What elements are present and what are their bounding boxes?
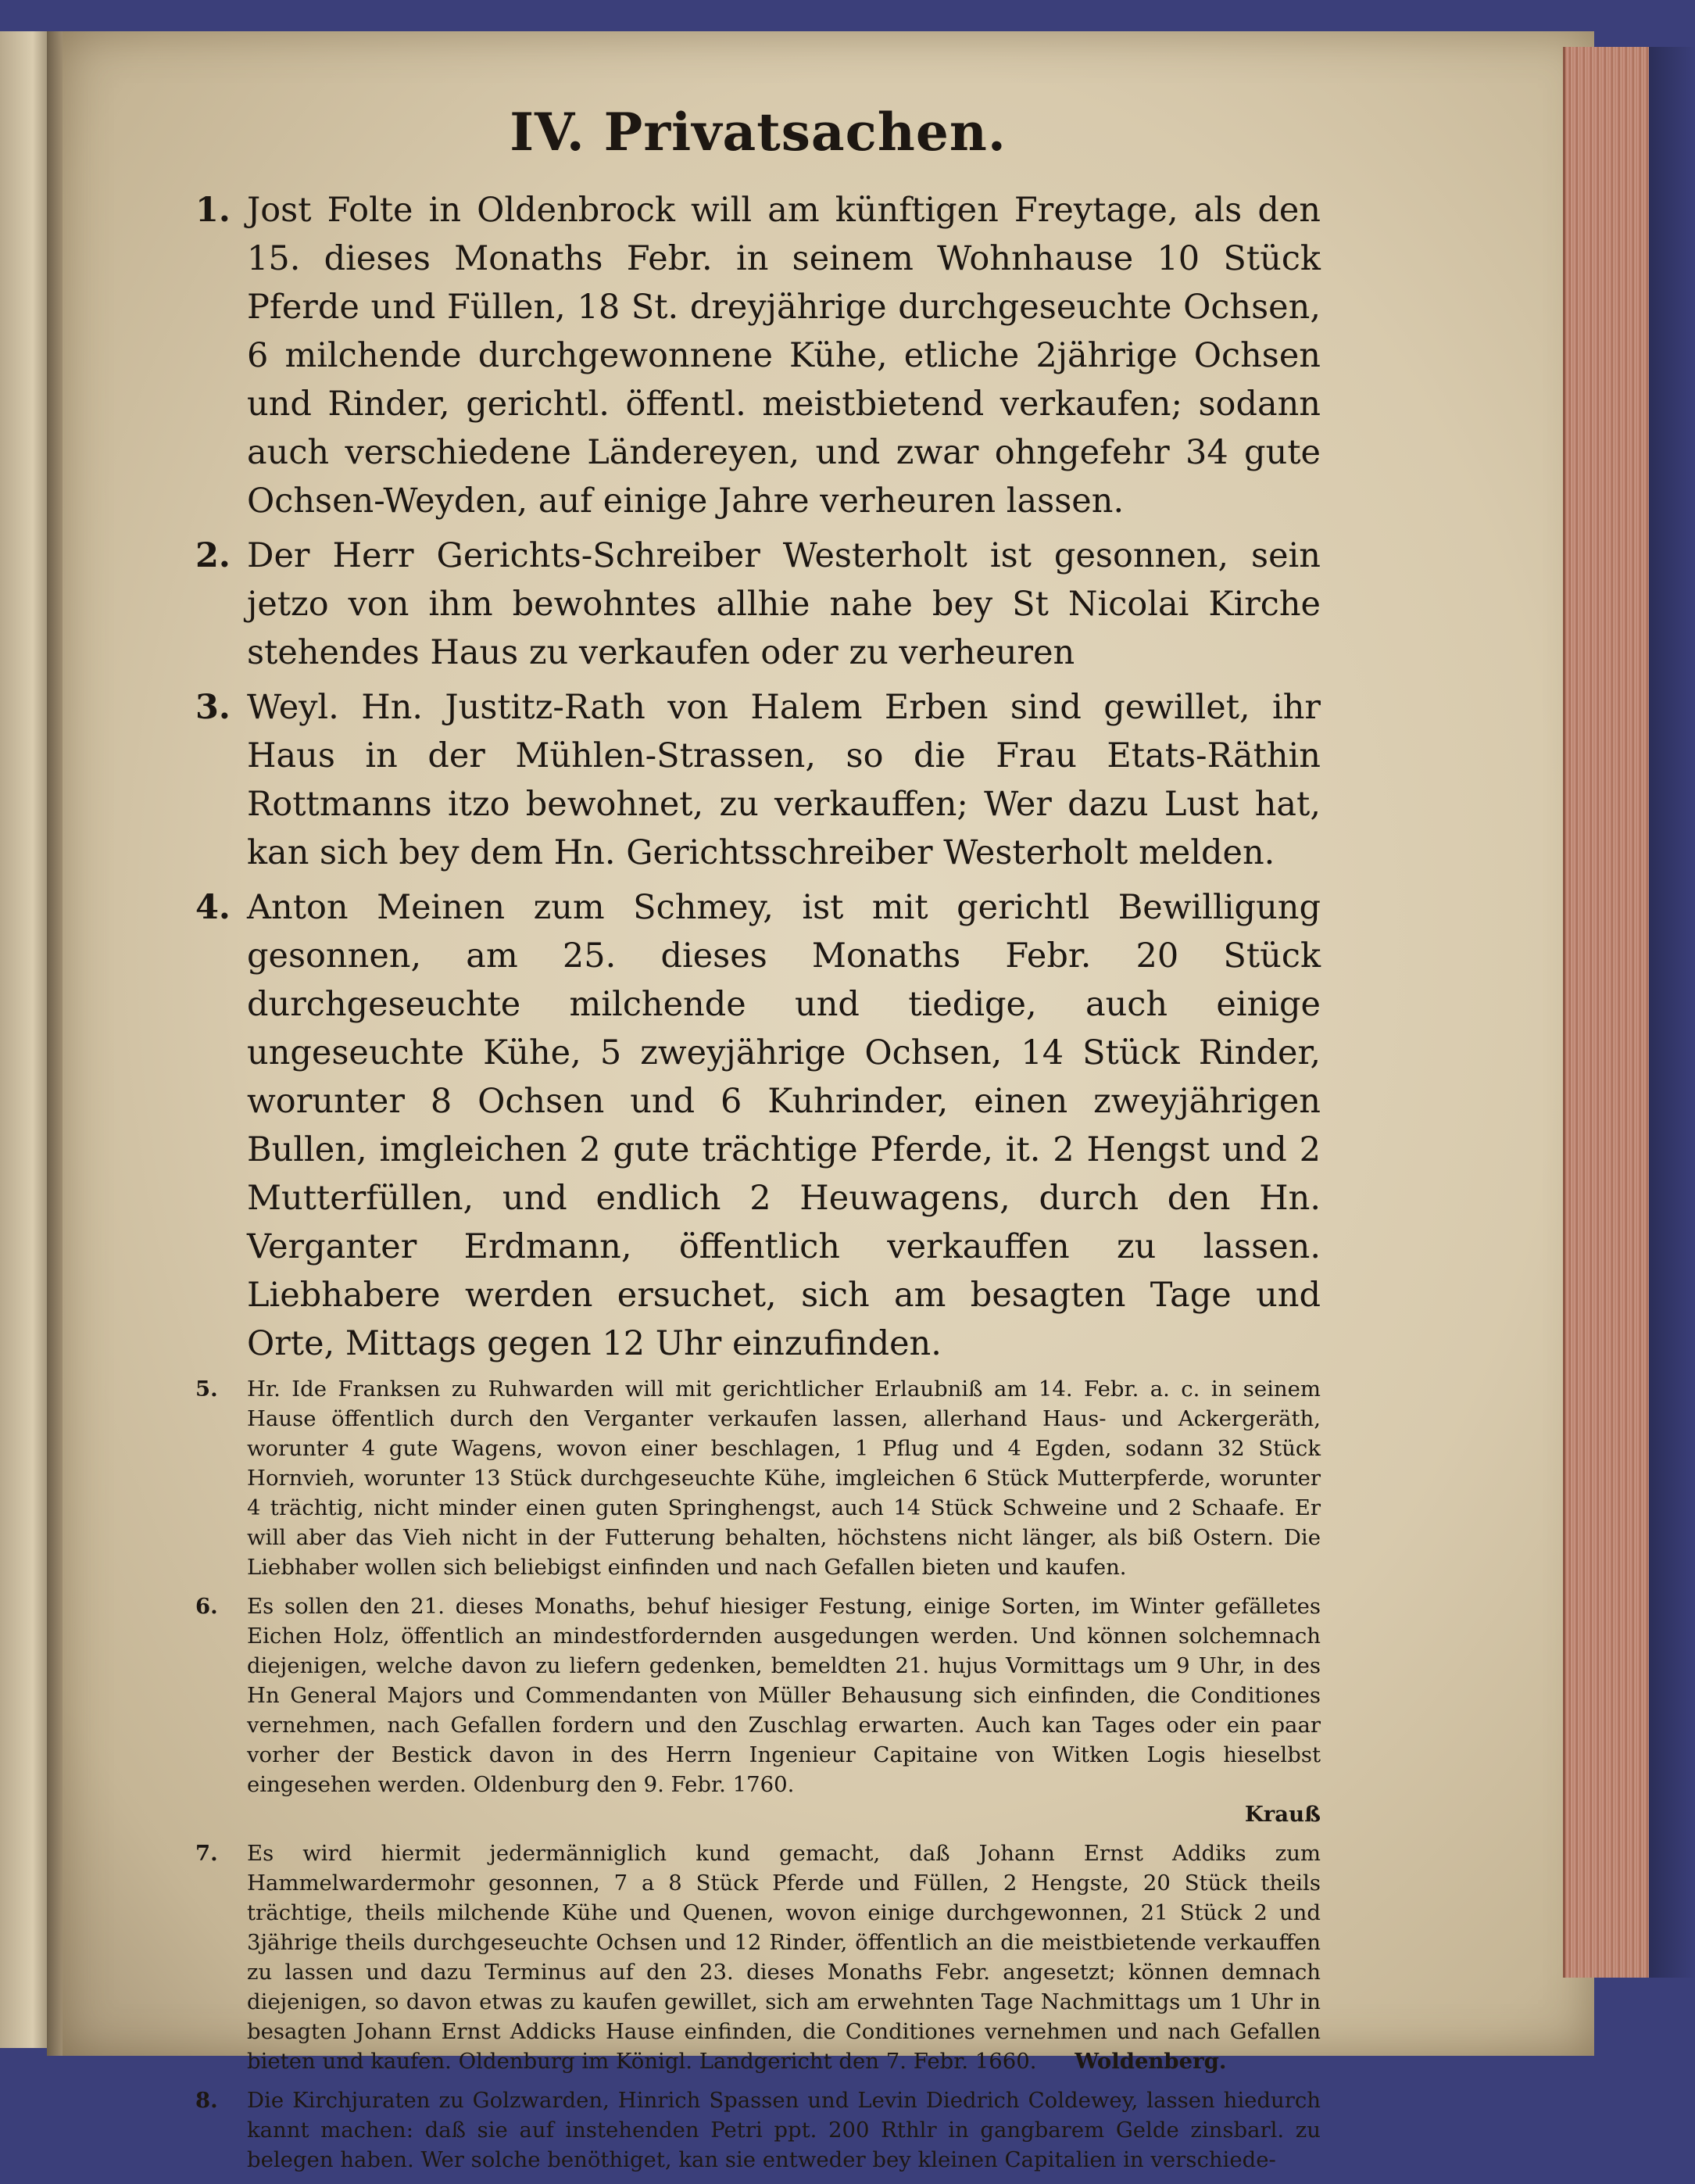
notice-3 bbox=[195, 683, 1321, 877]
notice-number: 4. bbox=[195, 888, 231, 927]
notice-text: Weyl. Hn. Justitz-Rath von Halem Erben sind gewillet, ihr Haus in der Mühlen-Strassen, so die Frau Etats-Räthin Rottmanns itzo bewohnet, zu verkauffen; Wer dazu Lust hat, kan sich bey dem Hn. Gerichtsschreiber Westerholt melden. bbox=[247, 688, 1321, 872]
notice-text: Die Kirchjuraten zu Golzwarden, Hinrich Spassen und Levin Diedrich Coldewey, lassen hiedurch kannt machen: daß sie auf instehenden Petri ppt. 200 Rthlr in gangbarem Gelde zinsbarl. zu belegen haben. Wer solche benöthiget, kan sie entweder bey kleinen Capitalien in verschiede- bbox=[247, 2088, 1321, 2172]
notice-number: 5. bbox=[195, 1377, 218, 1402]
notice-number: 8. bbox=[195, 2088, 218, 2113]
notice-text: Anton Meinen zum Schmey, ist mit gerichtl Bewilligung gesonnen, am 25. dieses Monaths Febr. 20 Stück durchgeseuchte milchende und tiedige, auch einige ungeseuchte Kühe, 5 zweyjährige Ochsen, 14 Stück Rinder, worunter 8 Ochsen und 6 Kuhrinder, einen zweyjährigen Bullen, imgleichen 2 gute trächtige Pferde, it. 2 Hengst und 2 Mutterfüllen, und endlich 2 Heuwagens, durch den Hn. Verganter Erdmann, öffentlich verkauffen zu lassen. Liebhabere werden ersuchet, sich am besagten Tage und Orte, Mittags gegen 12 Uhr einzufinden. bbox=[247, 888, 1321, 1363]
section-title: IV. Privatsachen. bbox=[510, 102, 1007, 163]
page-block-shadow bbox=[1649, 47, 1695, 1978]
page-block-edges bbox=[1563, 47, 1651, 1978]
notice-number: 1. bbox=[195, 191, 231, 230]
notice-text: Es wird hiermit jedermänniglich kund gemacht, daß Johann Ernst Addiks zum Hammelwardermohr gesonnen, 7 a 8 Stück Pferde und Füllen, 2 Hengste, 20 Stück theils trächtige, theils milchende Kühe und Quenen, wovon einige durchgewonnen, 21 Stück 2 und 3jährige theils durchgeseuchte Ochsen und 12 Rinder, öffentlich an die meistbietende verkauffen zu lassen und dazu Terminus auf den 23. dieses Monaths Febr. angesetzt; können demnach diejenigen, so davon etwas zu kaufen gewillet, sich am erwehnten Tage Nachmittags um 1 Uhr in besagten Johann Ernst Addicks Hause einfinden, die Conditiones vernehmen und nach Gefallen bieten und kaufen. Oldenburg im Königl. Landgericht den 7. Febr. 1660. bbox=[247, 1841, 1321, 2074]
notice-1 bbox=[195, 186, 1321, 525]
notice-number: 7. bbox=[195, 1841, 218, 1866]
notice-2 bbox=[195, 532, 1321, 677]
notice-signature: Krauß bbox=[1244, 1802, 1321, 1827]
notice-body bbox=[247, 1838, 1321, 2076]
notice-text: Hr. Ide Franksen zu Ruhwarden will mit gerichtlicher Erlaubniß am 14. Febr. a. c. in seinem Hause öffentlich durch den Verganter verkaufen lassen, allerhand Haus- und Ackergeräth, worunter 4 gute Wagens, wovon einer beschlagen, 1 Pflug und 4 Egden, sodann 32 Stück Hornvieh, worunter 13 Stück durchgeseuchte Kühe, imgleichen 6 Stück Mutterpferde, worunter 4 trächtig, nicht minder einen guten Springhengst, auch 14 Stück Schweine und 2 Schaafe. Er will aber das Vieh nicht in der Futterung behalten, höchstens nicht länger, als biß Ostern. Die Liebhaber wollen sich beliebigst einfinden und nach Gefallen bieten und kaufen. bbox=[247, 1377, 1321, 1580]
notice-number: 2. bbox=[195, 536, 231, 575]
page-content bbox=[195, 102, 1321, 2184]
notice-text: Jost Folte in Oldenbrock will am künftigen Freytage, als den 15. dieses Monaths Febr. in seinem Wohnhause 10 Stück Pferde und Füllen, 18 St. dreyjährige durchgeseuchte Ochsen, 6 milchende durchgewonnene Kühe, etliche 2jährige Ochsen und Rinder, gerichtl. öffentl. meistbietend verkaufen; sodann auch verschiedene Ländereyen, und zwar ohngefehr 34 gute Ochsen-Weyden, auf einige Jahre verheuren lassen. bbox=[247, 191, 1321, 521]
notice-signature: Woldenberg. bbox=[1075, 2049, 1227, 2074]
notice-text: Der Herr Gerichts-Schreiber Westerholt ist gesonnen, sein jetzo von ihm bewohntes allhie nahe bey St Nicolai Kirche stehendes Haus zu verkaufen oder zu verheuren bbox=[247, 536, 1321, 672]
notice-6 bbox=[195, 1591, 1321, 1829]
notice-body bbox=[247, 1591, 1321, 1829]
notice-7 bbox=[195, 1838, 1321, 2076]
notice-5 bbox=[195, 1374, 1321, 1582]
notice-text: Es sollen den 21. dieses Monaths, behuf hiesiger Festung, einige Sorten, im Winter gefälletes Eichen Holz, öffentlich an mindestfordernden ausgedungen werden. Und können solchemnach diejenigen, welche davon zu liefern gedenken, bemeldten 21. hujus Vormittags um 9 Uhr, in des Hn General Majors und Commendanten von Müller Behausung sich einfinden, die Conditiones vernehmen, nach Gefallen fordern und den Zuschlag erwarten. Auch kan Tages oder ein paar vorher der Bestick davon in des Herrn Ingenieur Capitaine von Witken Logis hieselbst eingesehen werden. Oldenburg den 9. Febr. 1760. bbox=[247, 1594, 1321, 1797]
notice-number: 3. bbox=[195, 688, 231, 727]
notice-number: 6. bbox=[195, 1594, 218, 1619]
notice-4 bbox=[195, 883, 1321, 1368]
notice-8 bbox=[195, 2086, 1321, 2175]
